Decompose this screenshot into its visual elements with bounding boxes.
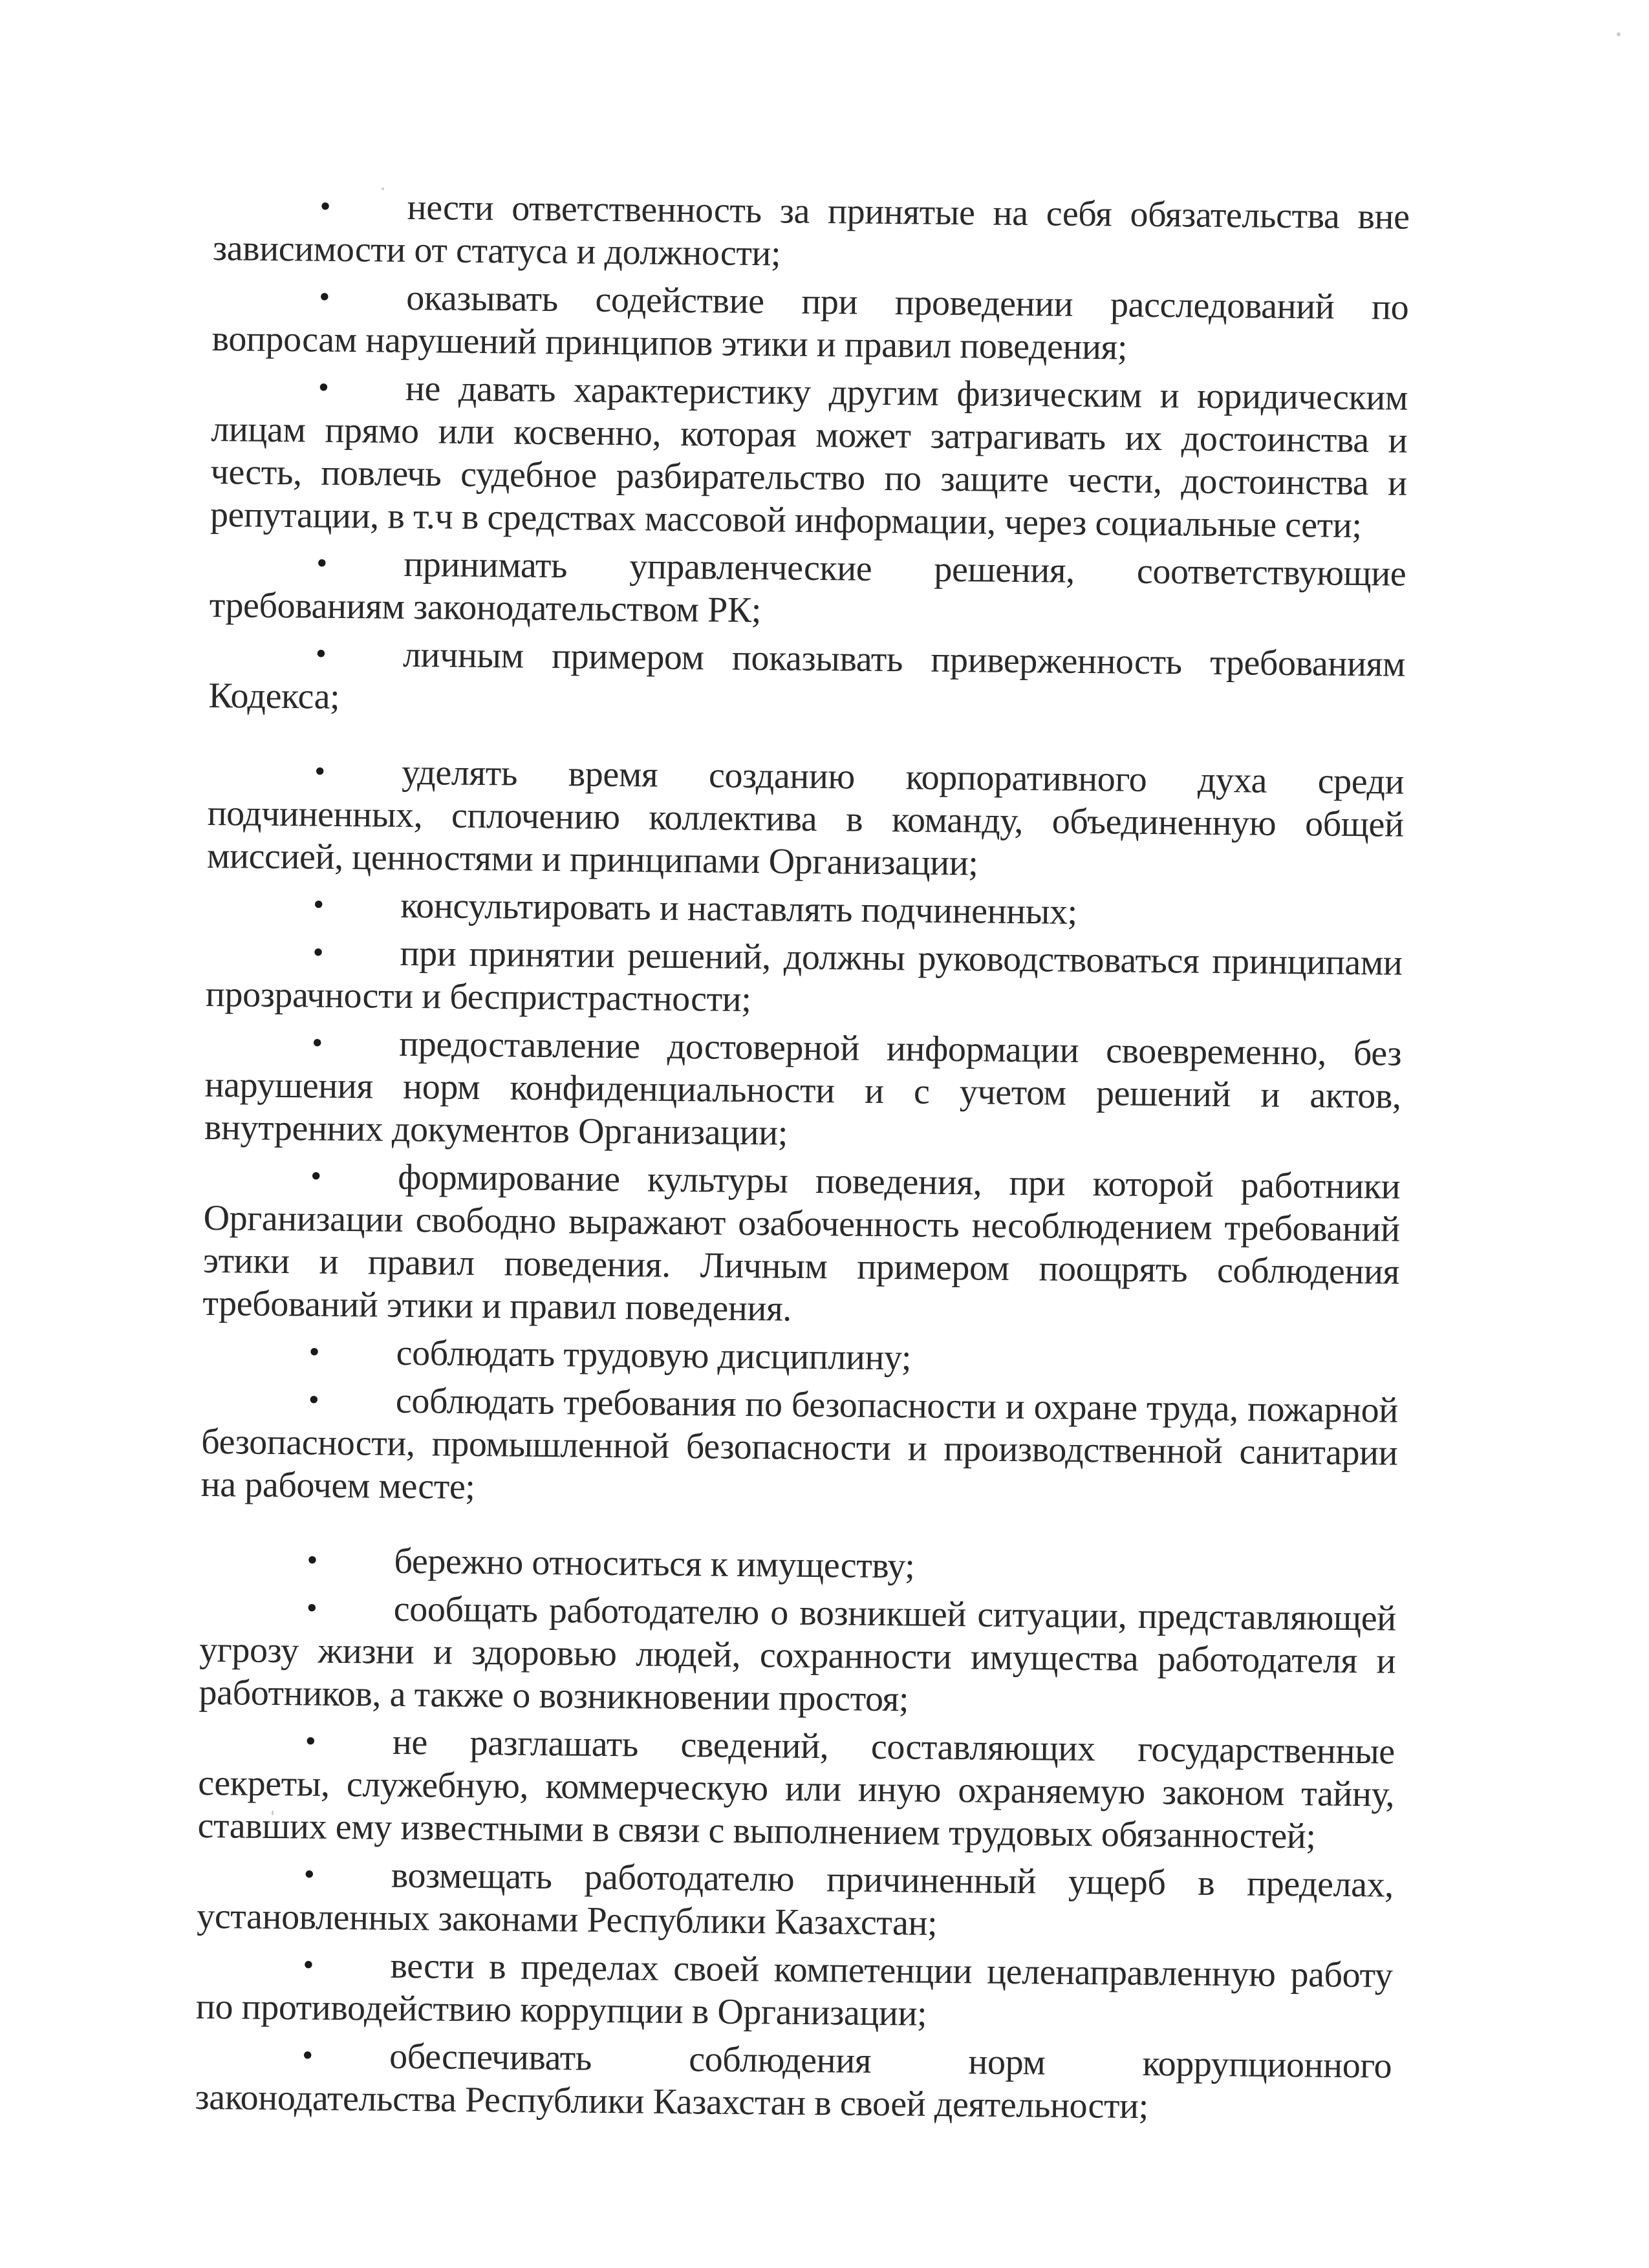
list-item	[206, 883, 1403, 937]
list-item	[202, 1330, 1399, 1384]
list-item-text: предоставление достоверной информации своевременно, без нарушения норм конфиденциальности и с учетом решений и актов, внутренних документов Организации;	[204, 1023, 1402, 1153]
list-item	[204, 1021, 1402, 1161]
list-item-text: сообщать работодателю о возникшей ситуации, представляющей угрозу жизни и здоровью людей, сохранности имущества работодателя и работников, а также о возникновении простоя;	[199, 1589, 1397, 1720]
list-item	[207, 749, 1405, 889]
list-item	[197, 1852, 1394, 1949]
bullet-icon: •	[319, 279, 330, 314]
list-item-text: принимать управленческие решения, соответствующие требованиям законодательством РК;	[209, 544, 1406, 631]
scan-speck	[1617, 32, 1621, 36]
list-item-text: соблюдать требования по безопасности и охране труда, пожарной безопасности, промышленной безопасности и производственной санитарии на рабочем месте;	[200, 1380, 1399, 1507]
list-item-text: не давать характеристику другим физическим и юридическим лицам прямо или косвенно, которая может затрагивать их достоинства и честь, повлечь судебное разбирательство по защите чести, достоинства и репутации, в т.ч в средствах массовой информации, через социальные сети;	[210, 368, 1408, 546]
list-item-text: вести в пределах своей компетенции целенаправленную работу по противодействию коррупции в Организации;	[195, 1945, 1393, 2034]
bullet-icon: •	[308, 1382, 319, 1417]
list-item	[199, 1586, 1396, 1726]
list-item-text: оказывать содействие при проведении расследований по вопросам нарушений принципов этики и правил поведения;	[211, 277, 1409, 368]
bullet-icon: •	[308, 1334, 320, 1369]
list-item	[209, 541, 1406, 638]
bullet-icon: •	[301, 2038, 313, 2073]
bullet-icon: •	[307, 1543, 318, 1578]
list-item	[195, 2033, 1392, 2130]
list-item	[202, 1154, 1400, 1336]
list-item	[197, 1719, 1395, 1859]
list-item-text: личным примером показывать приверженность требованиям Кодекса;	[208, 634, 1406, 717]
bullet-icon: •	[318, 370, 329, 405]
bullet-icon: •	[312, 935, 324, 970]
list-item-text: не разглашать сведений, составляющих государственные секреты, служебную, коммерческую или иную охраняемую законом тайну, ставших ему известными в связи с выполнением трудовых обязанностей;	[197, 1722, 1396, 1857]
list-item-text: обеспечивать соблюдения норм коррупционного законодательства Республики Казахстан в своей деятельности;	[195, 2036, 1392, 2127]
list-item	[200, 1538, 1397, 1592]
list-item-text: соблюдать трудовую дисциплину;	[396, 1332, 912, 1378]
list-item	[211, 275, 1408, 372]
bullet-icon: •	[316, 546, 328, 581]
bullet-icon: •	[303, 1857, 315, 1892]
list-item-text: бережно относиться к имуществу;	[394, 1541, 915, 1587]
list-item	[213, 184, 1410, 281]
bullet-icon: •	[313, 887, 324, 922]
bullet-icon: •	[305, 1724, 316, 1759]
list-item-text: уделять время созданию корпоративного духа среди подчиненных, сплочению коллектива в команду, объединенную общей миссией, ценностями и принципами Организации;	[206, 752, 1405, 884]
bullet-icon: •	[312, 1025, 323, 1060]
list-item-text: нести ответственность за принятые на себя обязательства вне зависимости от статуса и должности;	[212, 187, 1410, 274]
bullet-icon: •	[314, 754, 325, 789]
list-item	[200, 1378, 1398, 1517]
bullet-list	[195, 184, 1410, 2135]
bullet-icon: •	[306, 1590, 318, 1625]
bullet-icon: •	[303, 1947, 314, 1982]
bullet-icon: •	[315, 636, 327, 671]
list-item	[208, 632, 1405, 729]
list-item	[210, 365, 1408, 548]
list-item-text: возмещать работодателю причиненный ущерб в пределах, установленных законами Республики Казахстан;	[196, 1855, 1394, 1943]
list-item	[196, 1943, 1393, 2040]
list-item	[206, 930, 1403, 1027]
list-item-text: при принятии решений, должны руководствоваться принципами прозрачности и беспристрастности;	[205, 933, 1403, 1020]
bullet-icon: •	[319, 189, 331, 224]
list-item-text: формирование культуры поведения, при которой работники Организации свободно выражают озабоченность несоблюдением требований этики и правил поведения. Личным примером поощрять соблюдения требований этики и правил поведения.	[202, 1157, 1401, 1329]
bullet-icon: •	[310, 1159, 321, 1193]
list-item-text: консультировать и наставлять подчиненных;	[400, 885, 1078, 932]
